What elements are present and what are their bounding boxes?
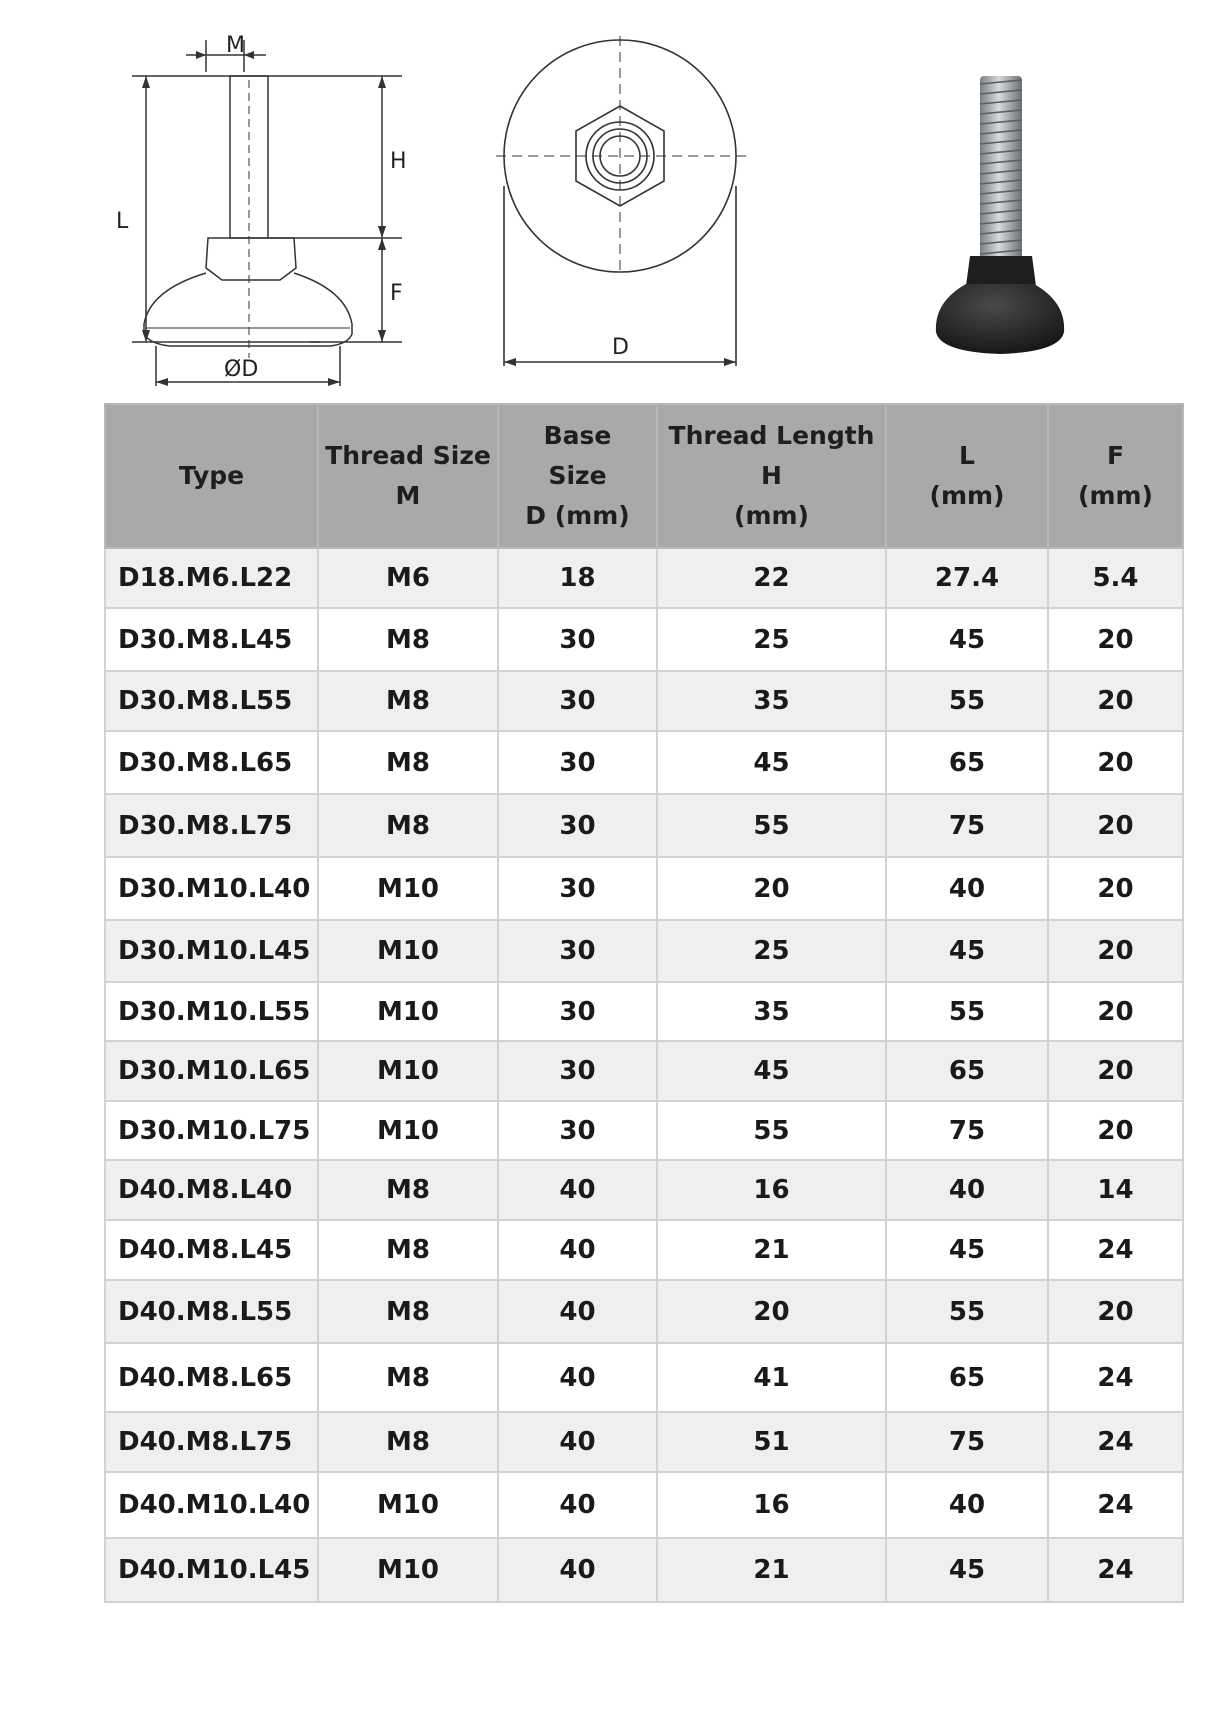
cell-length-l: 55 <box>886 1280 1048 1343</box>
cell-base-size: 30 <box>498 794 657 857</box>
label-diameter-side: ØD <box>224 357 259 382</box>
leveling-foot-image <box>930 70 1070 360</box>
cell-thread-size: M10 <box>318 1538 498 1602</box>
cell-foot-f: 5.4 <box>1048 548 1183 608</box>
cell-foot-f: 20 <box>1048 1101 1183 1160</box>
spec-table-body <box>105 548 1183 1602</box>
cell-length-l: 45 <box>886 1220 1048 1280</box>
cell-foot-f: 20 <box>1048 794 1183 857</box>
table-row <box>105 982 1183 1041</box>
header-line: Thread Length <box>668 421 875 450</box>
cell-base-size: 40 <box>498 1472 657 1538</box>
cell-thread-length: 21 <box>657 1220 886 1280</box>
table-row <box>105 794 1183 857</box>
cell-length-l: 40 <box>886 1160 1048 1220</box>
cell-base-size: 30 <box>498 1101 657 1160</box>
cell-foot-f: 24 <box>1048 1412 1183 1472</box>
cell-thread-size: M8 <box>318 1412 498 1472</box>
header-thread-length <box>657 404 886 548</box>
cell-base-size: 40 <box>498 1220 657 1280</box>
cell-thread-size: M10 <box>318 1101 498 1160</box>
cell-type: D18.M6.L22 <box>105 548 318 608</box>
cell-thread-size: M10 <box>318 982 498 1041</box>
cell-thread-length: 35 <box>657 982 886 1041</box>
cell-length-l: 45 <box>886 608 1048 671</box>
cell-thread-length: 45 <box>657 731 886 794</box>
spec-table-header <box>105 404 1183 548</box>
cell-thread-length: 20 <box>657 857 886 920</box>
cell-type: D30.M10.L65 <box>105 1041 318 1101</box>
cell-thread-length: 41 <box>657 1343 886 1412</box>
label-l: L <box>116 209 129 234</box>
cell-thread-size: M8 <box>318 608 498 671</box>
cell-thread-size: M10 <box>318 1041 498 1101</box>
header-line: Size <box>548 461 607 490</box>
cell-length-l: 75 <box>886 794 1048 857</box>
header-base-size <box>498 404 657 548</box>
table-row <box>105 1343 1183 1412</box>
header-type <box>105 404 318 548</box>
table-row <box>105 920 1183 982</box>
cell-thread-size: M10 <box>318 857 498 920</box>
cell-thread-size: M8 <box>318 671 498 731</box>
label-h: H <box>390 149 407 174</box>
cell-length-l: 27.4 <box>886 548 1048 608</box>
cell-base-size: 18 <box>498 548 657 608</box>
product-illustration <box>930 70 1070 360</box>
cell-type: D30.M8.L55 <box>105 671 318 731</box>
cell-thread-length: 51 <box>657 1412 886 1472</box>
cell-thread-length: 35 <box>657 671 886 731</box>
cell-type: D40.M8.L65 <box>105 1343 318 1412</box>
header-length-l <box>886 404 1048 548</box>
cell-thread-size: M8 <box>318 1280 498 1343</box>
table-row <box>105 1101 1183 1160</box>
side-view-svg <box>110 28 420 398</box>
cell-thread-length: 55 <box>657 794 886 857</box>
header-line: (mm) <box>734 501 809 530</box>
cell-type: D30.M10.L75 <box>105 1101 318 1160</box>
cell-type: D30.M8.L75 <box>105 794 318 857</box>
cell-foot-f: 24 <box>1048 1343 1183 1412</box>
header-thread-size <box>318 404 498 548</box>
cell-type: D40.M10.L40 <box>105 1472 318 1538</box>
table-row <box>105 1472 1183 1538</box>
table-row <box>105 671 1183 731</box>
cell-base-size: 40 <box>498 1538 657 1602</box>
cell-thread-size: M10 <box>318 920 498 982</box>
cell-type: D30.M10.L45 <box>105 920 318 982</box>
cell-length-l: 75 <box>886 1412 1048 1472</box>
cell-thread-length: 25 <box>657 608 886 671</box>
cell-type: D40.M10.L45 <box>105 1538 318 1602</box>
cell-base-size: 40 <box>498 1412 657 1472</box>
header-line: (mm) <box>1078 481 1153 510</box>
cell-thread-size: M8 <box>318 1220 498 1280</box>
cell-base-size: 40 <box>498 1343 657 1412</box>
figure-area <box>0 0 1214 400</box>
cell-foot-f: 20 <box>1048 671 1183 731</box>
table-row <box>105 731 1183 794</box>
cell-thread-length: 25 <box>657 920 886 982</box>
cell-length-l: 55 <box>886 982 1048 1041</box>
cell-length-l: 45 <box>886 1538 1048 1602</box>
table-row <box>105 1041 1183 1101</box>
spec-table <box>104 403 1184 1603</box>
cell-length-l: 45 <box>886 920 1048 982</box>
table-row <box>105 1538 1183 1602</box>
table-row <box>105 1412 1183 1472</box>
cell-type: D30.M8.L65 <box>105 731 318 794</box>
cell-foot-f: 20 <box>1048 731 1183 794</box>
table-row <box>105 608 1183 671</box>
cell-foot-f: 24 <box>1048 1472 1183 1538</box>
label-diameter-top: D <box>612 335 629 360</box>
cell-length-l: 65 <box>886 1343 1048 1412</box>
header-row <box>105 404 1183 548</box>
header-line: (mm) <box>929 481 1005 510</box>
header-line: Thread Size <box>325 441 491 470</box>
cell-foot-f: 24 <box>1048 1538 1183 1602</box>
header-line: L <box>959 441 975 470</box>
cell-length-l: 65 <box>886 731 1048 794</box>
label-m: M <box>226 33 245 58</box>
cell-length-l: 65 <box>886 1041 1048 1101</box>
cell-foot-f: 20 <box>1048 982 1183 1041</box>
cell-thread-length: 55 <box>657 1101 886 1160</box>
cell-length-l: 75 <box>886 1101 1048 1160</box>
cell-thread-length: 16 <box>657 1160 886 1220</box>
cell-base-size: 40 <box>498 1280 657 1343</box>
cell-foot-f: 24 <box>1048 1220 1183 1280</box>
header-line: F <box>1106 441 1125 470</box>
cell-thread-length: 45 <box>657 1041 886 1101</box>
table-row <box>105 1220 1183 1280</box>
cell-thread-length: 16 <box>657 1472 886 1538</box>
cell-foot-f: 20 <box>1048 857 1183 920</box>
header-line: H <box>761 461 782 490</box>
cell-base-size: 30 <box>498 731 657 794</box>
header-line: D (mm) <box>525 501 630 530</box>
cell-thread-size: M10 <box>318 1472 498 1538</box>
cell-length-l: 55 <box>886 671 1048 731</box>
header-line: M <box>395 481 421 510</box>
cell-type: D40.M8.L45 <box>105 1220 318 1280</box>
cell-base-size: 40 <box>498 1160 657 1220</box>
top-view-drawing <box>496 36 756 376</box>
cell-foot-f: 20 <box>1048 920 1183 982</box>
side-view-drawing <box>110 28 420 398</box>
table-row <box>105 857 1183 920</box>
header-line: Base <box>543 421 612 450</box>
cell-type: D30.M10.L55 <box>105 982 318 1041</box>
cell-base-size: 30 <box>498 982 657 1041</box>
header-foot-f <box>1048 404 1183 548</box>
header-line: Type <box>178 461 245 490</box>
cell-thread-length: 20 <box>657 1280 886 1343</box>
cell-thread-size: M8 <box>318 794 498 857</box>
cell-thread-size: M6 <box>318 548 498 608</box>
cell-foot-f: 20 <box>1048 1280 1183 1343</box>
cell-type: D40.M8.L75 <box>105 1412 318 1472</box>
cell-type: D30.M8.L45 <box>105 608 318 671</box>
cell-foot-f: 14 <box>1048 1160 1183 1220</box>
cell-foot-f: 20 <box>1048 608 1183 671</box>
cell-type: D40.M8.L40 <box>105 1160 318 1220</box>
cell-thread-length: 22 <box>657 548 886 608</box>
label-f: F <box>390 281 403 306</box>
cell-base-size: 30 <box>498 857 657 920</box>
cell-type: D30.M10.L40 <box>105 857 318 920</box>
top-view-svg <box>496 36 756 376</box>
cell-thread-size: M8 <box>318 731 498 794</box>
table-row <box>105 548 1183 608</box>
cell-base-size: 30 <box>498 920 657 982</box>
cell-base-size: 30 <box>498 671 657 731</box>
cell-thread-size: M8 <box>318 1160 498 1220</box>
cell-thread-length: 21 <box>657 1538 886 1602</box>
cell-thread-size: M8 <box>318 1343 498 1412</box>
table-row <box>105 1280 1183 1343</box>
table-row <box>105 1160 1183 1220</box>
cell-type: D40.M8.L55 <box>105 1280 318 1343</box>
cell-length-l: 40 <box>886 1472 1048 1538</box>
cell-base-size: 30 <box>498 608 657 671</box>
cell-length-l: 40 <box>886 857 1048 920</box>
cell-foot-f: 20 <box>1048 1041 1183 1101</box>
cell-base-size: 30 <box>498 1041 657 1101</box>
